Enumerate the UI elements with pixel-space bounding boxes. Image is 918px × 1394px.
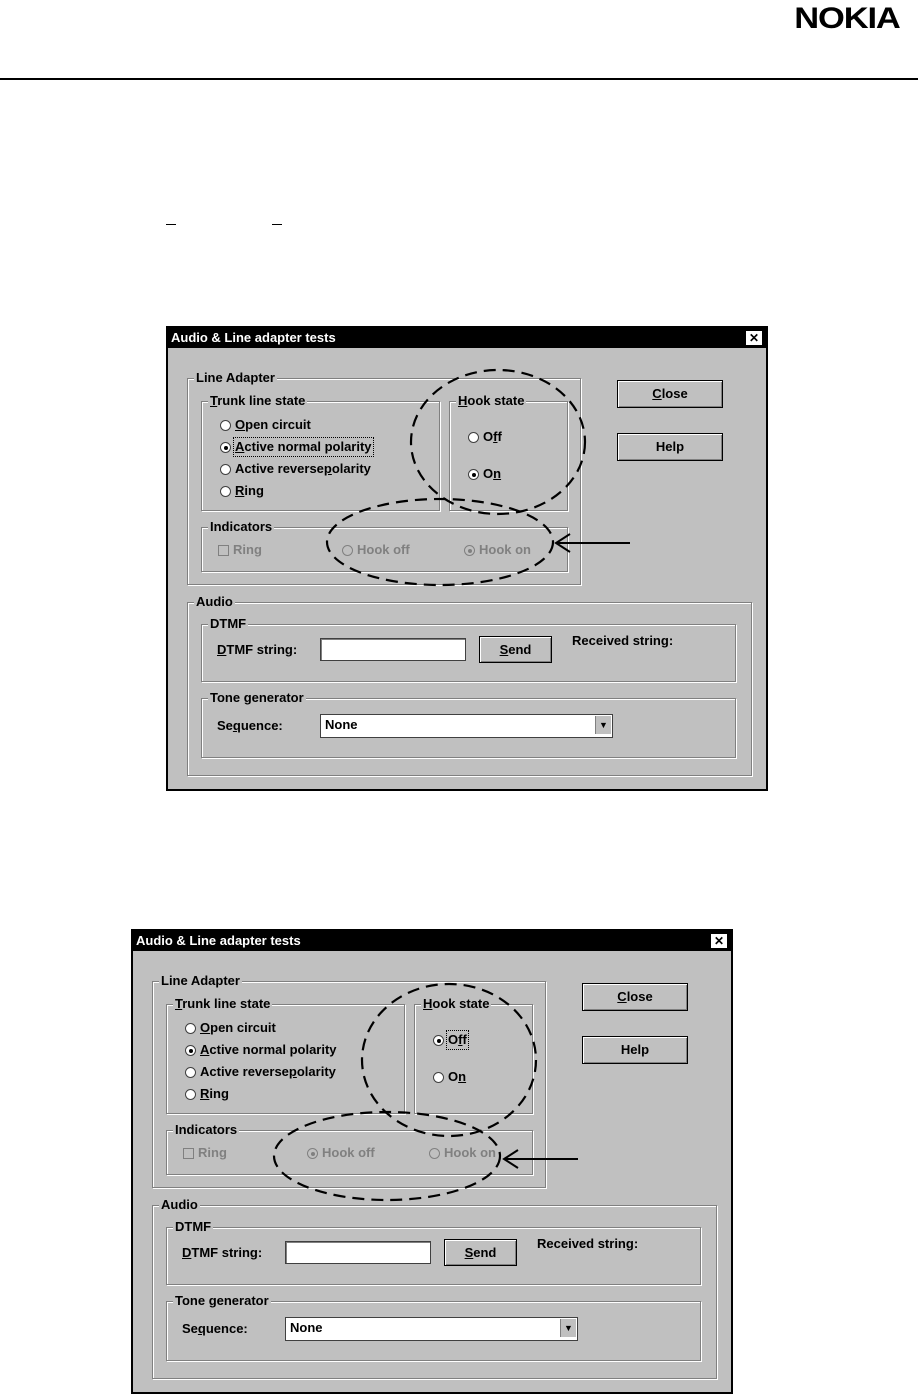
- dtmf-label: DTMF: [175, 1219, 212, 1234]
- radio-icon: [220, 486, 231, 497]
- help-button[interactable]: Help: [617, 433, 723, 461]
- radio-active-reverse-polarity[interactable]: Active reverse p olarity: [220, 461, 371, 477]
- trunk-line-state-label: Trunk line state: [175, 996, 271, 1011]
- dialog-window: [131, 929, 733, 1394]
- radio-hook-on[interactable]: O n: [468, 466, 501, 482]
- tone-generator-label: Tone generator: [175, 1293, 269, 1308]
- radio-ring[interactable]: R ing: [185, 1086, 229, 1102]
- radio-active-reverse-polarity[interactable]: Active reverse p olarity: [185, 1064, 336, 1080]
- chevron-down-icon[interactable]: ▼: [560, 1319, 576, 1337]
- send-button[interactable]: Send: [444, 1239, 517, 1266]
- radio-icon: [220, 464, 231, 475]
- close-button[interactable]: Close: [617, 380, 723, 408]
- radio-active-normal-polarity[interactable]: A ctive normal polarity: [185, 1042, 337, 1058]
- audio-label: Audio: [196, 594, 233, 609]
- radio-active-normal-polarity[interactable]: Active normal polarity: [220, 439, 372, 455]
- dtmf-group: [166, 1219, 701, 1285]
- radio-icon: [185, 1089, 196, 1100]
- indicator-hook-on: Hook on: [429, 1145, 496, 1161]
- header-rule: [0, 78, 918, 80]
- nokia-logo: NOKIA: [794, 2, 900, 35]
- radio-icon: [185, 1067, 196, 1078]
- dialog-title: Audio & Line adapter tests: [171, 330, 336, 345]
- radio-hook-off[interactable]: O f f: [468, 429, 502, 445]
- dtmf-label: DTMF: [210, 616, 247, 631]
- dialog-title: Audio & Line adapter tests: [136, 933, 301, 948]
- indicator-hook-off: Hook off: [307, 1145, 375, 1161]
- radio-icon: [307, 1148, 318, 1159]
- radio-hook-off[interactable]: Off: [433, 1032, 467, 1048]
- sequence-label: Sequence:: [217, 718, 283, 733]
- audio-group: [187, 594, 752, 776]
- sequence-label: Sequence:: [182, 1321, 248, 1336]
- checkbox-icon: [183, 1148, 194, 1159]
- sequence-select[interactable]: None ▼: [320, 714, 613, 738]
- chevron-down-icon[interactable]: ▼: [595, 716, 611, 734]
- line-adapter-group: [152, 973, 546, 1188]
- radio-icon: [433, 1035, 444, 1046]
- hook-state-label: Hook state: [423, 996, 490, 1011]
- radio-open-circuit[interactable]: O pen circuit: [185, 1020, 276, 1036]
- send-button[interactable]: Send: [479, 636, 552, 663]
- indicators-group: [201, 519, 568, 572]
- dtmf-string-label: DTMF string:: [217, 642, 298, 657]
- indicator-ring: Ring: [183, 1145, 227, 1161]
- sequence-select[interactable]: None ▼: [285, 1317, 578, 1341]
- tone-generator-group: [166, 1293, 701, 1361]
- radio-icon: [429, 1148, 440, 1159]
- hook-state-label: Hook state: [458, 393, 525, 408]
- line-adapter-group: [187, 370, 581, 585]
- underline-mark: [166, 224, 176, 225]
- dialog-screenshot-1: [166, 326, 768, 791]
- radio-icon: [185, 1045, 196, 1056]
- radio-hook-on[interactable]: O n: [433, 1069, 466, 1085]
- trunk-line-state-label: Trunk line state: [210, 393, 306, 408]
- radio-open-circuit[interactable]: O pen circuit: [220, 417, 311, 433]
- audio-group: [152, 1197, 717, 1379]
- dialog-screenshot-2: [131, 929, 733, 1394]
- radio-icon: [220, 442, 231, 453]
- close-button[interactable]: Close: [582, 983, 688, 1011]
- trunk-line-state-group: [201, 393, 440, 511]
- dtmf-string-input[interactable]: [285, 1241, 431, 1264]
- line-adapter-label: Line Adapter: [161, 973, 240, 988]
- tone-generator-group: [201, 690, 736, 758]
- indicators-group: [166, 1122, 533, 1175]
- checkbox-icon: [218, 545, 229, 556]
- radio-icon: [468, 469, 479, 480]
- indicator-hook-on: Hook on: [464, 542, 531, 558]
- audio-label: Audio: [161, 1197, 198, 1212]
- trunk-line-state-group: [166, 996, 405, 1114]
- line-adapter-label: Line Adapter: [196, 370, 275, 385]
- dtmf-string-input[interactable]: [320, 638, 466, 661]
- underline-mark: [272, 224, 282, 225]
- indicators-label: Indicators: [210, 519, 273, 534]
- hook-state-group: [449, 393, 568, 511]
- radio-icon: [220, 420, 231, 431]
- dialog-titlebar: [168, 328, 766, 348]
- radio-icon: [342, 545, 353, 556]
- close-icon[interactable]: ✕: [710, 933, 728, 949]
- radio-ring[interactable]: R ing: [220, 483, 264, 499]
- indicators-label: Indicators: [175, 1122, 238, 1137]
- dialog-titlebar: [133, 931, 731, 951]
- dtmf-group: [201, 616, 736, 682]
- radio-icon: [185, 1023, 196, 1034]
- radio-icon: [464, 545, 475, 556]
- dtmf-string-label: DTMF string:: [182, 1245, 263, 1260]
- radio-icon: [433, 1072, 444, 1083]
- dialog-window: [166, 326, 768, 791]
- help-button[interactable]: Help: [582, 1036, 688, 1064]
- radio-icon: [468, 432, 479, 443]
- tone-generator-label: Tone generator: [210, 690, 304, 705]
- indicator-ring: Ring: [218, 542, 262, 558]
- received-string-label: Received string:: [572, 633, 674, 648]
- close-icon[interactable]: ✕: [745, 330, 763, 346]
- received-string-label: Received string:: [537, 1236, 639, 1251]
- hook-state-group: [414, 996, 533, 1114]
- indicator-hook-off: Hook off: [342, 542, 410, 558]
